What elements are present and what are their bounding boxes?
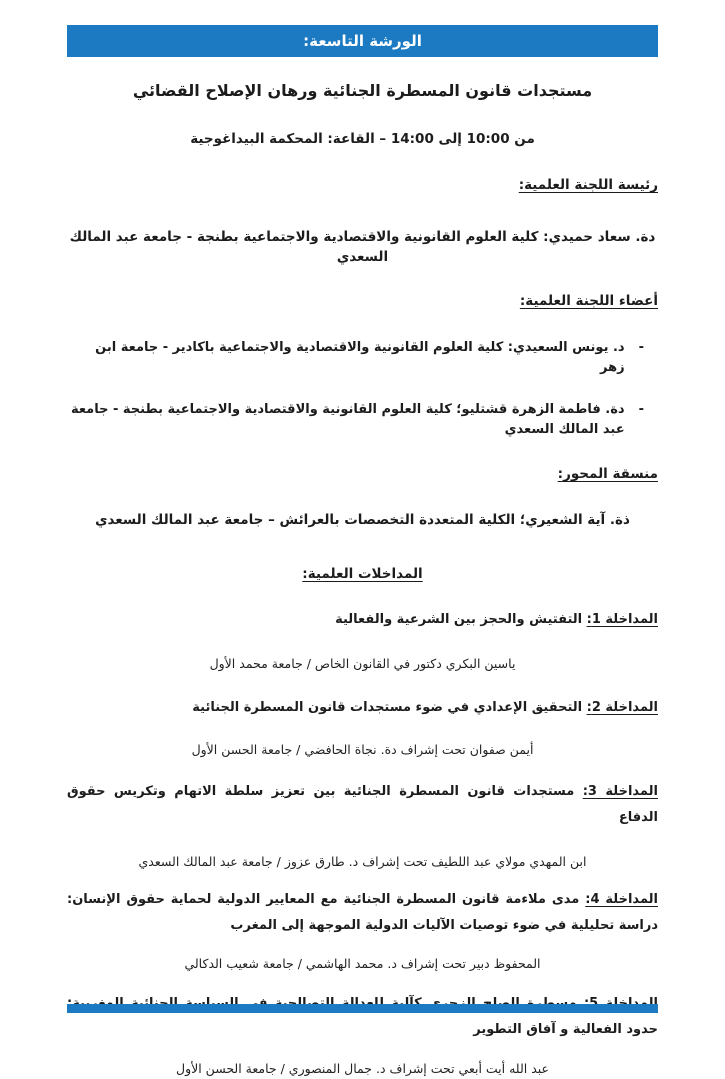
intervention-label: المداخلة 1:	[586, 612, 658, 627]
bullet-dash-icon: -	[638, 402, 644, 417]
intervention-title: مدى ملاءمة قانون المسطرة الجنائية مع المعايير الدولية لحماية حقوق الإنسان: دراسة تحليلية في ضوء توصيات الآليات الدولية الموجهة إلى المغرب	[67, 892, 658, 933]
workshop-header-label: الورشة التاسعة:	[303, 32, 422, 50]
president-heading: رئيسة اللجنة العلمية:	[518, 177, 658, 193]
intervention-speaker: عبد الله أيت أبعي تحت إشراف د. جمال المنصوري / جامعة الحسن الأول	[175, 1061, 549, 1076]
intervention-label: المداخلة 2:	[586, 700, 658, 715]
interventions-heading: المداخلات العلمية:	[302, 566, 423, 582]
workshop-header-bar	[67, 25, 658, 57]
intervention-speaker: ابن المهدي مولاي عبد اللطيف تحت إشراف د. طارق عزوز / جامعة عبد المالك السعدي	[138, 854, 587, 869]
president-name-line: دة. سعاد حميدي: كلية العلوم القانونية والاقتصادية والاجتماعية بطنجة - جامعة عبد المالك السعدي	[69, 229, 656, 265]
member-item	[67, 400, 658, 440]
member-text: د. يونس السعيدي: كلية العلوم القانونية والاقتصادية والاجتماعية باكادير - جامعة ابن زهر	[95, 340, 625, 375]
intervention-title: التحقيق الإعدادي في ضوء مستجدات قانون المسطرة الجنائية	[192, 700, 583, 715]
intervention-speaker: أيمن صفوان تحت إشراف دة. نجاة الحافضي / جامعة الحسن الأول	[191, 742, 534, 757]
member-text: دة. فاطمة الزهرة قشتليو؛ كلية العلوم القانونية والاقتصادية والاجتماعية بطنجة - جامعة عبد المالك السعدي	[70, 402, 625, 437]
workshop-schedule: من 10:00 إلى 14:00 – القاعة: المحكمة البيداغوجية	[190, 131, 535, 147]
intervention-title: حدود الفعالية و آفاق التطوير	[473, 1022, 658, 1037]
members-heading: أعضاء اللجنة العلمية:	[519, 293, 658, 309]
intervention-heading	[67, 695, 658, 721]
member-item	[67, 338, 658, 378]
workshop-title: مستجدات قانون المسطرة الجنائية ورهان الإصلاح القضائي	[132, 81, 593, 100]
intervention-label: المداخلة 3:	[582, 784, 658, 799]
coordinator-name-line: ذة. آية الشعيري؛ الكلية المتعددة التخصصات بالعرائش – جامعة عبد المالك السعدي	[95, 512, 630, 528]
intervention-heading	[67, 779, 658, 831]
intervention-heading	[67, 991, 658, 1043]
intervention-speaker: ياسين البكري دكتور في القانون الخاص / جامعة محمد الأول	[209, 656, 516, 671]
page-content	[67, 0, 658, 1079]
intervention-heading	[67, 887, 658, 939]
coordinator-heading: منسقة المحور:	[557, 466, 658, 482]
intervention-speaker: المحفوظ دبير تحت إشراف د. محمد الهاشمي / جامعة شعيب الدكالي	[184, 956, 541, 971]
intervention-title: مستجدات قانون المسطرة الجنائية بين تعزيز سلطة الاتهام وتكريس حقوق الدفاع	[67, 784, 658, 825]
intervention-title: التفتيش والحجز بين الشرعية والفعالية	[335, 612, 583, 627]
intervention-heading	[67, 607, 658, 633]
next-section-header-bar	[67, 1004, 658, 1013]
bullet-dash-icon: -	[638, 340, 644, 355]
intervention-label: المداخلة 4:	[585, 892, 658, 907]
